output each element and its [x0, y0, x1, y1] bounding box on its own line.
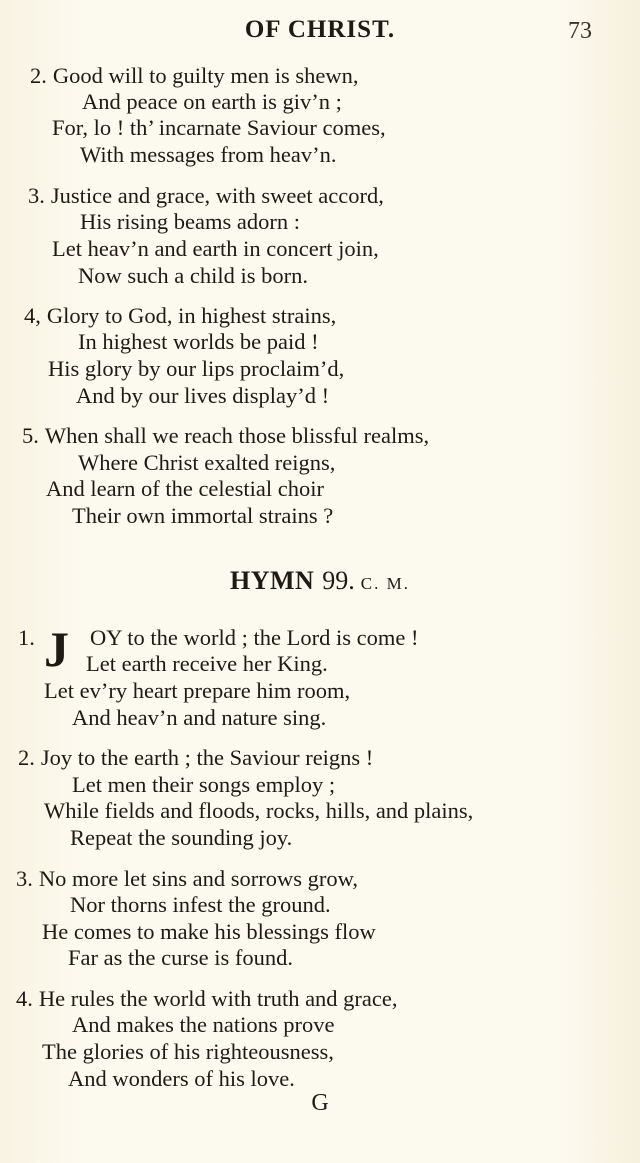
verse-line: 4, Glory to God, in highest strains, [24, 303, 337, 328]
verse-line: He comes to make his blessings flow [42, 919, 376, 944]
page-number: 73 [568, 18, 592, 44]
verse-number: 2. [30, 63, 47, 88]
verse-number: 3. [28, 183, 45, 208]
drop-cap: J [44, 621, 69, 677]
verse-line: 2. Joy to the earth ; the Saviour reigns ! [18, 745, 374, 770]
verse-line: His rising beams adorn : [80, 209, 300, 234]
signature-mark: G [311, 1090, 329, 1116]
verse-number: 5. [22, 423, 39, 448]
verse-line: Their own immortal strains ? [72, 503, 334, 528]
hymn-number: 99. [322, 566, 355, 595]
verse-line: His glory by our lips proclaim’d, [48, 356, 345, 381]
verse-line: Let ev’ry heart prepare him room, [44, 678, 351, 703]
verse-line: OY to the world ; the Lord is come ! [90, 625, 419, 650]
verse-line: Let heav’n and earth in concert join, [52, 236, 379, 261]
verse-line: 3. No more let sins and sorrows grow, [16, 866, 358, 891]
verse-line: The glories of his righteousness, [42, 1039, 334, 1064]
verse-line: And peace on earth is giv’n ; [82, 89, 342, 114]
verse-line: And wonders of his love. [68, 1066, 295, 1091]
hymn-title [0, 566, 640, 596]
verse-line: And heav’n and nature sing. [72, 705, 327, 730]
verse-number: 4, [24, 303, 41, 328]
verse-number: 2. [18, 745, 35, 770]
verse-line: Now such a child is born. [78, 263, 308, 288]
verse-number: 1. [18, 625, 35, 650]
verse-line: In highest worlds be paid ! [78, 329, 319, 354]
verse-number: 3. [16, 866, 33, 891]
verse-line: 3. Justice and grace, with sweet accord, [28, 183, 384, 208]
verse-line: While fields and floods, rocks, hills, and plains, [44, 798, 474, 823]
running-head: OF CHRIST. [244, 16, 396, 43]
hymn-title-word: HYMN [229, 566, 315, 595]
verse-line: Where Christ exalted reigns, [78, 450, 336, 475]
verse-line: Far as the curse is found. [68, 945, 293, 970]
verse-line: For, lo ! th’ incarnate Saviour comes, [52, 115, 386, 140]
verse-line: Let men their songs employ ; [72, 772, 336, 797]
hymn-meter: C. M. [360, 574, 411, 593]
verse-number: 4. [16, 986, 33, 1011]
verse-line: And learn of the celestial choir [46, 476, 325, 501]
verse-line: And by our lives display’d ! [76, 383, 330, 408]
verse-line: With messages from heav’n. [80, 142, 337, 167]
verse-line: Let earth receive her King. [86, 651, 328, 676]
verse-line: Repeat the sounding joy. [70, 825, 293, 850]
verse-line: 2. Good will to guilty men is shewn, [30, 63, 359, 88]
verse-line: And makes the nations prove [72, 1012, 335, 1037]
verse-line: 5. When shall we reach those blissful realms, [22, 423, 430, 448]
verse-line: Nor thorns infest the ground. [70, 892, 331, 917]
verse-line: 4. He rules the world with truth and grace, [16, 986, 398, 1011]
